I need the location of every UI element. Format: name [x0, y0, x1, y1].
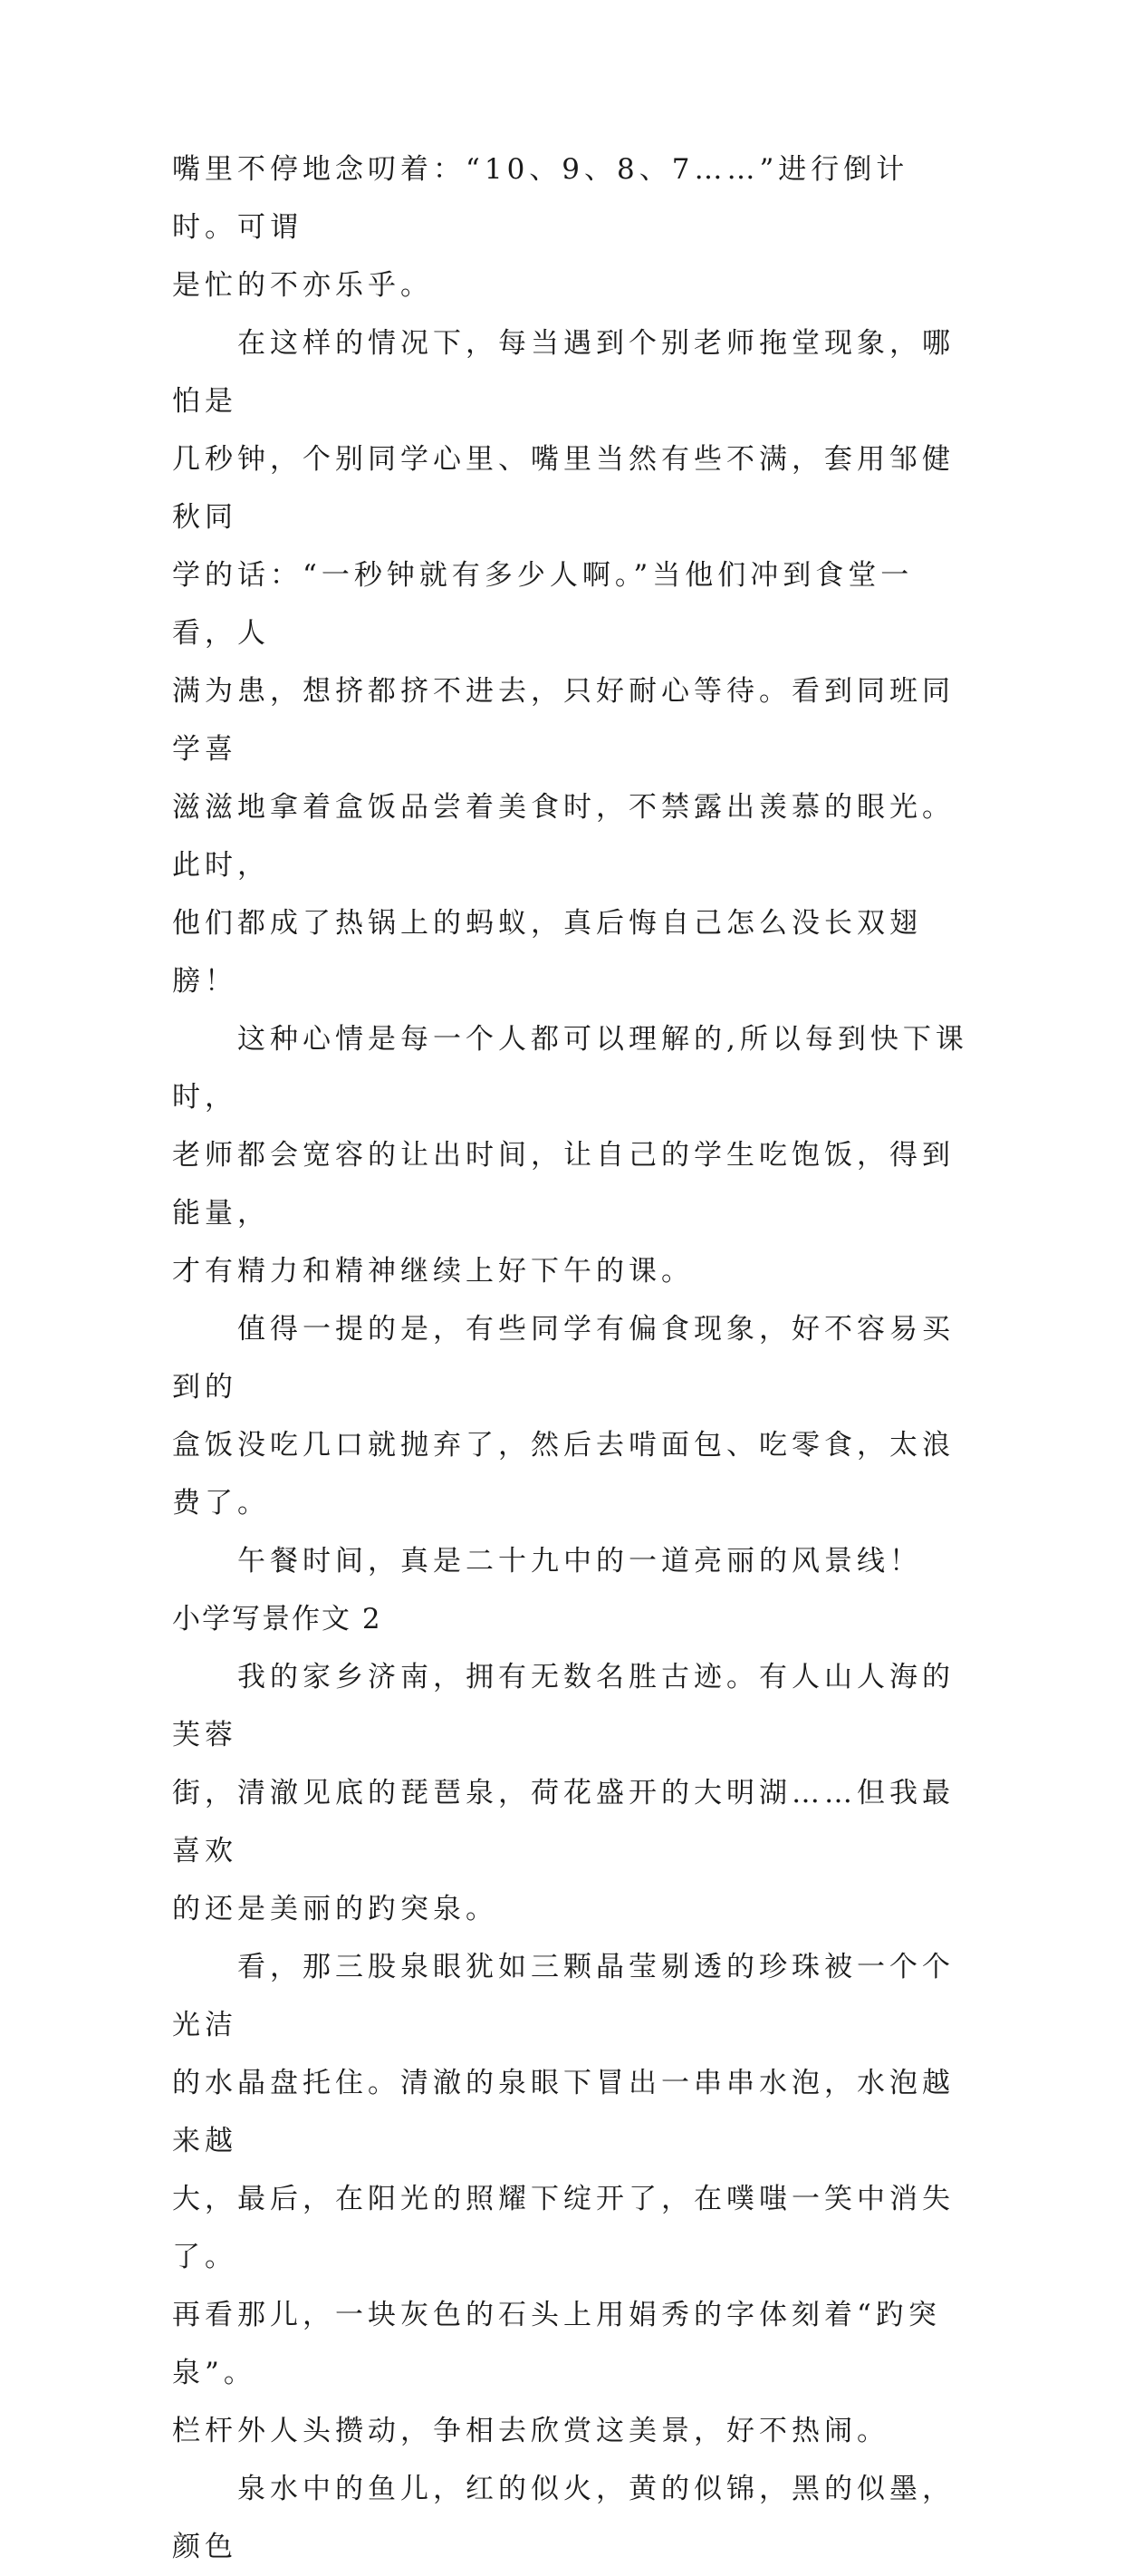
document-body — [172, 140, 969, 2576]
section-heading: 小学写景作文 2 — [172, 1603, 382, 1635]
paragraph-1: 嘴里不停地念叨着：“10、9、8、7……”进行倒计时。可谓 是忙的不亦乐乎。 — [172, 153, 909, 302]
paragraph-3: 这种心情是每一个人都可以理解的,所以每到快下课时， 老师都会宽容的让出时间，让自己的学生吃饱饭，得到能量， 才有精力和精神继续上好下午的课。 — [172, 1023, 968, 1288]
paragraph-8: 泉水中的鱼儿，红的似火，黄的似锦，黑的似墨，颜色 — [172, 2473, 955, 2563]
paragraph-4: 值得一提的是，有些同学有偏食现象，好不容易买到的 盒饭没吃几口就抛弃了，然后去啃面包、吃零食，太浪费了。 — [172, 1313, 955, 1520]
paragraph-5: 午餐时间，真是二十九中的一道亮丽的风景线！ — [237, 1545, 922, 1577]
paragraph-7: 看，那三股泉眼犹如三颗晶莹剔透的珍珠被一个个光洁 的水晶盘托住。清澈的泉眼下冒出一串串水泡，水泡越来越 大，最后，在阳光的照耀下绽开了，在噗嗤一笑中消失了。 再看那儿，一块灰色的石头上用娟秀的字体刻着“趵突泉”。 栏杆外人头攒动，争相去欣赏这美景，好不热闹。 — [172, 1951, 955, 2447]
paragraph-2: 在这样的情况下，每当遇到个别老师拖堂现象，哪怕是 几秒钟，个别同学心里、嘴里当然有些不满，套用邹健秋同 学的话：“一秒钟就有多少人啊。”当他们冲到食堂一看，人 满为患，想挤都挤不进去，只好耐心等待。看到同班同学喜 滋滋地拿着盒饭品尝着美食时，不禁露出羡慕的眼光。此时， 他们都成了热锅上的蚂蚁，真后悔自己怎么没长双翅膀！ — [172, 327, 955, 998]
paragraph-6: 我的家乡济南，拥有无数名胜古迹。有人山人海的芙蓉 街，清澈见底的琵琶泉，荷花盛开的大明湖……但我最喜欢 的还是美丽的趵突泉。 — [172, 1661, 955, 1925]
